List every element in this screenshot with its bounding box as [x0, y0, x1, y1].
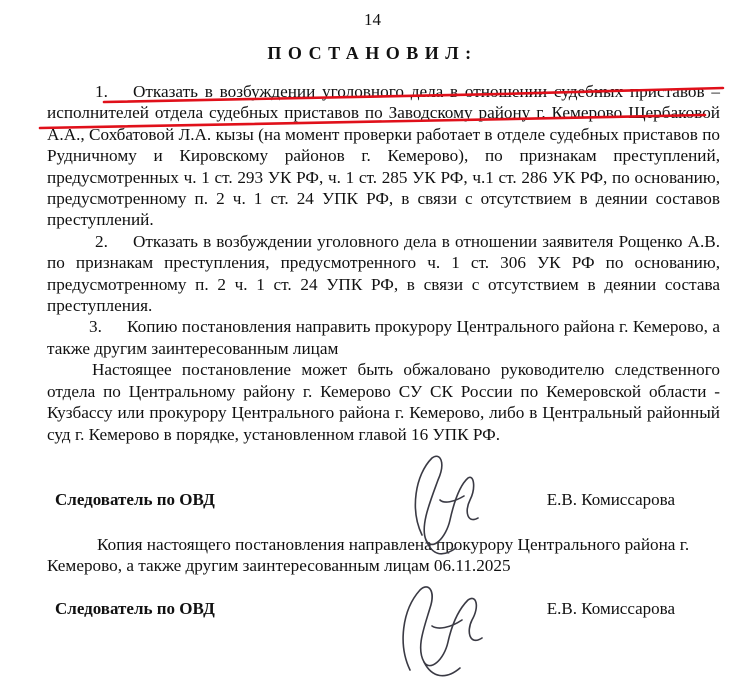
appeal-paragraph-text: Настоящее постановление может быть обжаловано руководителю следственного отдела по Центральному району г. Кемерово СУ СК России по Кемеровской области - Кузбассу или прокурору Центрального района г. Кемерово, либо в Центральный районный суд г. Кемерово в порядке, установленном главой 16 УПК РФ.: [47, 360, 720, 444]
paragraph-2: [47, 231, 720, 317]
paragraph-2-text: Отказать в возбуждении уголовного дела в отношении заявителя Рощенко А.В. по признакам преступления, предусмотренного ч. 1 ст. 306 УК РФ по основанию, предусмотренному п. 2 ч. 1 ст. 24 УПК РФ, в связи с отсутствием в деянии состава преступления.: [47, 231, 720, 316]
paragraph-3-text: Копию постановления направить прокурору Центрального района г. Кемерово, а также другим заинтересованным лицам: [47, 317, 720, 358]
paragraph-1-number: 1.: [95, 82, 108, 101]
resolution-heading: ПОСТАНОВИЛ:: [267, 43, 478, 63]
signer-role: Следователь по ОВД: [55, 599, 215, 618]
paragraph-3-number: 3.: [89, 317, 102, 337]
signer-name: Е.В. Комиссарова: [546, 599, 675, 618]
paragraph-1-text: Отказать в возбуждении уголовного дела в отношении судебных приставов – исполнителей отдела судебных приставов по Заводскому району г. Кемерово Щербаковой А.А., Сохбатовой Л.А. кызы (на момент проверки работает в отделе судебных приставов по Рудничному и Кировскому районов г. Кемерово), по признакам преступлений, предусмотренных ч. 1 ст. 293 УК РФ, ч. 1 ст. 285 УК РФ, ч.1 ст. 286 УК РФ, по основанию, предусмотренному п. 2 ч. 1 ст. 24 УПК РФ, в связи с отсутствием в деянии составов преступлений.: [47, 82, 720, 230]
copy-note: Копия настоящего постановления направлена прокурору Центрального района г. Кемерово, а также другим заинтересованным лицам 06.11.2025: [47, 535, 690, 576]
resolution-body: [47, 81, 720, 445]
signer-role: Следователь по ОВД: [55, 490, 215, 509]
paragraph-3: [47, 316, 720, 359]
page-number: 14: [364, 10, 381, 29]
paragraph-2-number: 2.: [95, 231, 108, 251]
signer-name: Е.В. Комиссарова: [546, 490, 675, 509]
appeal-paragraph: [47, 359, 720, 445]
paragraph-1: [47, 81, 720, 231]
